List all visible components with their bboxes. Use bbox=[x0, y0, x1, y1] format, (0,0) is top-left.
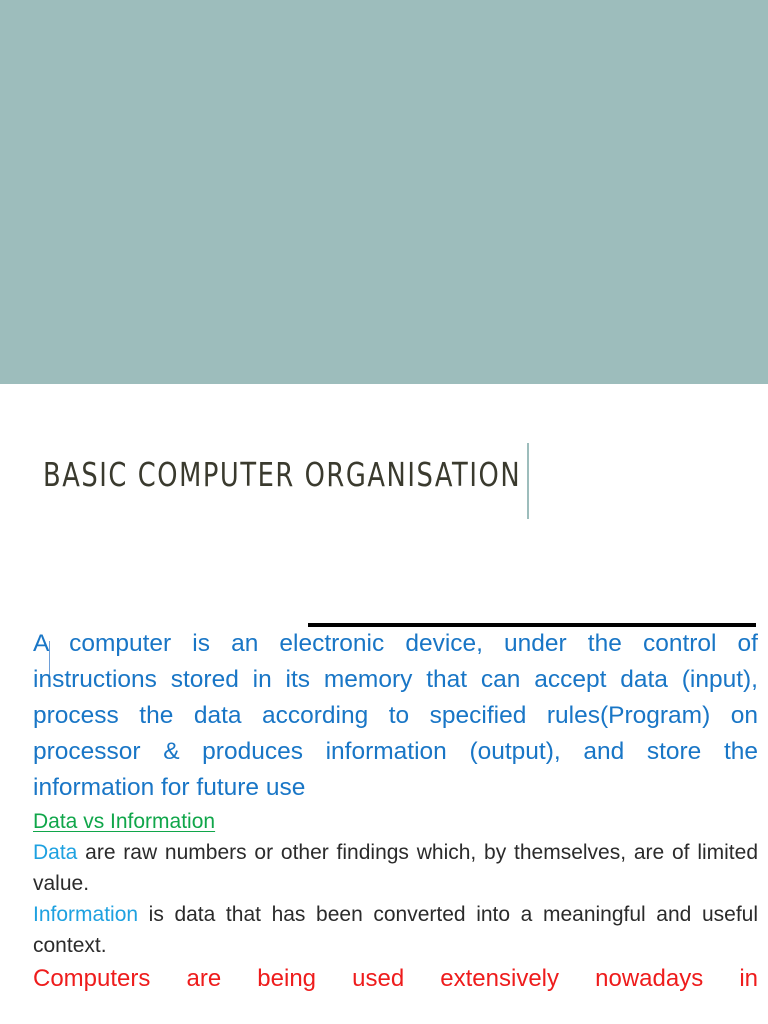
subheading-data-vs-information: Data vs Information bbox=[33, 810, 216, 833]
title-divider bbox=[527, 443, 529, 519]
information-definition-text: is data that has been converted into a meaningful and useful context. bbox=[33, 903, 758, 957]
data-definition-paragraph bbox=[33, 837, 758, 899]
computer-usage-statement: Computers are being used extensively nowadays in bbox=[33, 965, 758, 992]
data-term: Data bbox=[33, 841, 78, 864]
computer-definition: A computer is an electronic device, under the control of instructions stored in its memory that can accept data (input), process the data according to specified rules(Program) on processor & produces information (output), and store the information for future use bbox=[33, 630, 758, 801]
information-term: Information bbox=[33, 903, 139, 926]
information-definition-paragraph bbox=[33, 899, 758, 961]
slide-content bbox=[33, 626, 758, 995]
slide-title: BASIC COMPUTER ORGANISATION bbox=[43, 455, 522, 494]
data-definition-text: are raw numbers or other findings which, by themselves, are of limited value. bbox=[33, 841, 758, 895]
header-banner bbox=[0, 0, 768, 384]
